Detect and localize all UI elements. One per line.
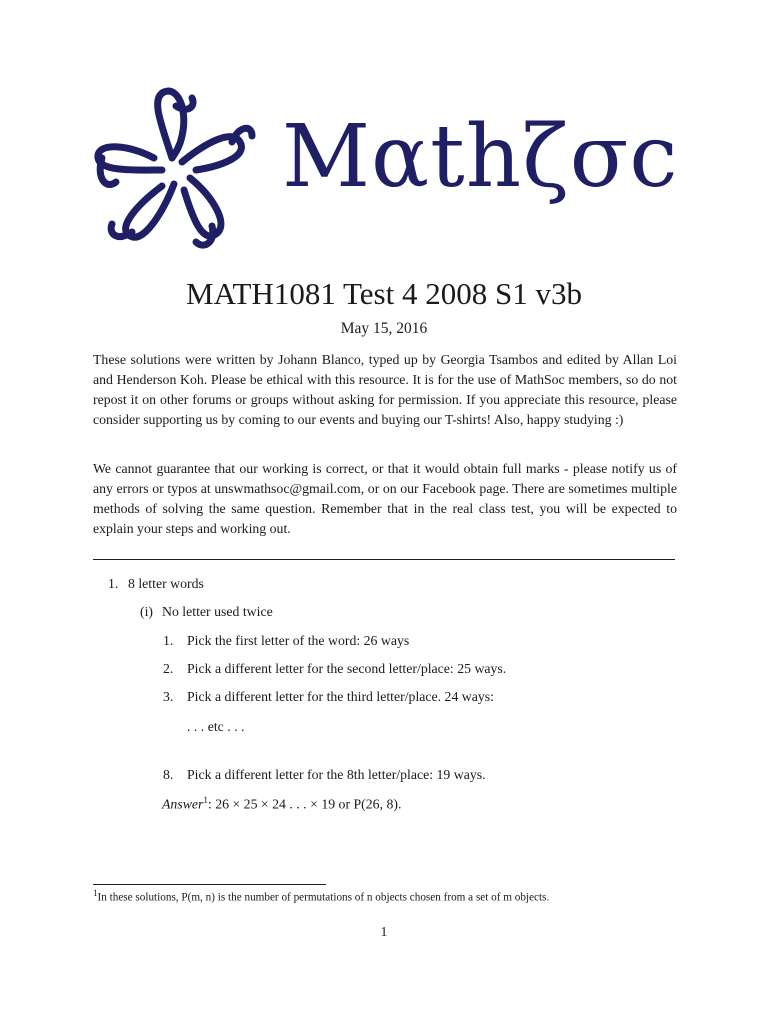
step-text: Pick the first letter of the word: 26 ways [187,633,410,648]
intro-paragraph-credits: These solutions were written by Johann Blanco, typed up by Georgia Tsambos and edited by Allan Loi and Henderson Koh. Please be ethical with this resource. It is for the use of MathSoc members, so do not repost it on other forums or groups without asking for permission. If you appreciate this resource, please consider supporting us by coming to our events and buying our T-shirts! Also, happy studying :) [93,352,677,427]
part-title: No letter used twice [162,604,273,619]
page-number: 1 [380,924,388,939]
footnote-ref[interactable]: 1 [203,795,208,805]
answer-text: : 26 × 25 × 24 . . . × 19 or P(26, 8). [207,796,402,812]
step-number: 2. [163,661,174,676]
section-divider [93,559,675,560]
logo-wordmark: Mαthζσc [282,107,679,207]
footnote-mark: 1 [93,888,98,898]
footnote-text: In these solutions, P(m, n) is the number of permutations of n objects chosen from a set of m objects. [97,891,550,904]
intro-paragraph-disclaimer: We cannot guarantee that our working is correct, or that it would obtain full marks - please notify us of any errors or typos at unswmathsoc@gmail.com, or on our Facebook page. There are sometimes multiple methods of solving the same question. Remember that in the real class test, you will be expected to explain your steps and working out. [93,461,677,536]
document-title: MATH1081 Test 4 2008 S1 v3b [186,276,582,311]
answer-line [162,795,401,813]
step-number: 3. [163,689,174,704]
step-number: 1. [163,633,174,648]
answer-label: Answer [162,796,204,812]
document-date: May 15, 2016 [340,320,428,337]
footnote [93,888,549,904]
step-number: 8. [163,767,174,782]
question-number: 1. [108,576,119,591]
mathsoc-logo [92,86,679,254]
footnote-divider [93,884,326,885]
flower-swirl-icon [92,86,262,254]
step-text: Pick a different letter for the second letter/place: 25 ways. [187,661,507,676]
step-text: Pick a different letter for the 8th letter/place: 19 ways. [187,767,486,782]
step-text: Pick a different letter for the third letter/place. 24 ways: [187,689,494,704]
question-title: 8 letter words [128,576,204,591]
part-label: (i) [140,604,154,619]
etc-ellipsis: . . . etc . . . [187,719,245,734]
